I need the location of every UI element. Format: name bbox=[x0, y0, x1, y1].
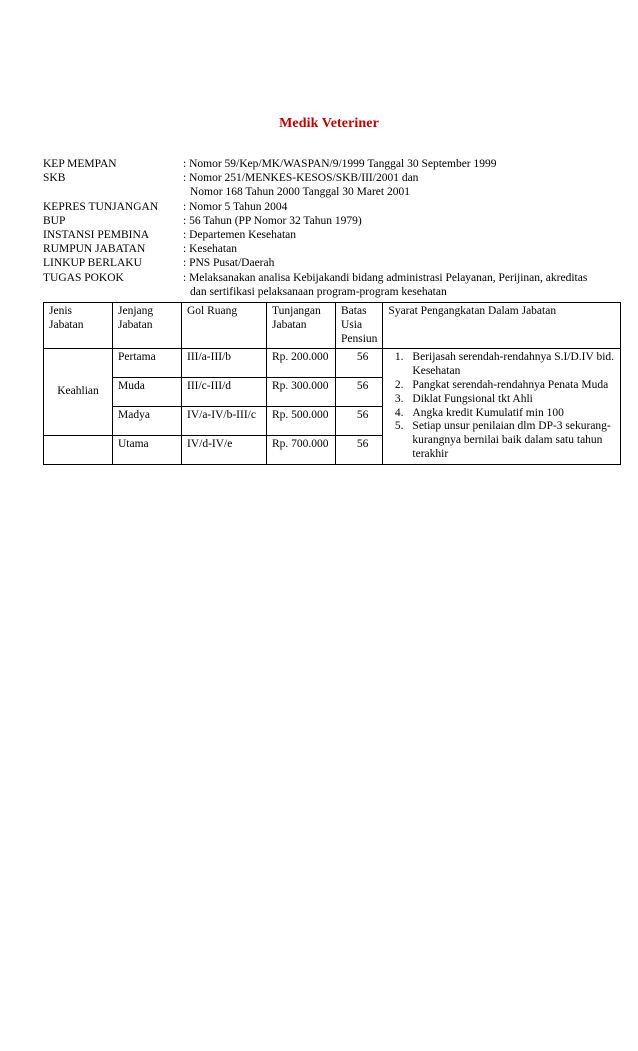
gol-ruang-cell: IV/d-IV/e bbox=[182, 435, 267, 464]
info-key: SKB bbox=[43, 172, 66, 185]
info-value: : Kesehatan bbox=[183, 243, 237, 256]
tunjangan-cell: Rp. 500.000 bbox=[267, 407, 336, 436]
info-row bbox=[43, 200, 630, 214]
info-value: : Nomor 251/MENKES-KESOS/SKB/III/2001 dan bbox=[183, 172, 419, 185]
info-row bbox=[43, 171, 630, 185]
syarat-cell bbox=[383, 349, 621, 464]
jenjang-cell: Madya bbox=[113, 407, 182, 436]
info-row bbox=[43, 214, 630, 228]
info-row bbox=[43, 242, 630, 256]
batas-usia-cell: 56 bbox=[336, 349, 383, 378]
info-value: : PNS Pusat/Daerah bbox=[183, 257, 275, 270]
jabatan-table bbox=[43, 302, 621, 465]
tunjangan-cell: Rp. 300.000 bbox=[267, 378, 336, 407]
gol-ruang-cell: IV/a-IV/b-III/c bbox=[182, 407, 267, 436]
info-block bbox=[43, 157, 630, 299]
jenis-jabatan-cell: Keahlian bbox=[44, 349, 113, 436]
header-gol-ruang: Gol Ruang bbox=[182, 303, 267, 349]
info-value: : Departemen Kesehatan bbox=[183, 229, 297, 242]
jenjang-cell: Utama bbox=[113, 435, 182, 464]
syarat-item: 3. Diklat Fungsional tkt Ahli bbox=[406, 393, 615, 407]
empty-jenis-cell bbox=[44, 435, 113, 464]
info-key: KEP MEMPAN bbox=[43, 158, 117, 170]
info-value: dan sertifikasi pelaksanaan program-program kesehatan bbox=[190, 285, 447, 298]
info-key: TUGAS POKOK bbox=[43, 271, 124, 284]
info-value: : Nomor 59/Kep/MK/WASPAN/9/1999 Tanggal 30 September 1999 bbox=[183, 158, 497, 170]
batas-usia-cell: 56 bbox=[336, 407, 383, 436]
info-value: : Nomor 5 Tahun 2004 bbox=[183, 200, 288, 213]
info-key: KEPRES TUNJANGAN bbox=[43, 200, 159, 213]
header-batas-usia-pensiun: Batas Usia Pensiun bbox=[336, 303, 383, 349]
syarat-item: 4. Angka kredit Kumulatif min 100 bbox=[406, 407, 615, 421]
info-value: : Melaksanakan analisa Kebijakandi bidang administrasi Pelayanan, Perijinan, akreditas bbox=[183, 271, 588, 284]
info-value: : 56 Tahun (PP Nomor 32 Tahun 1979) bbox=[183, 214, 362, 227]
tunjangan-cell: Rp. 200.000 bbox=[267, 349, 336, 378]
info-row bbox=[43, 256, 630, 270]
page-title: Medik Veteriner bbox=[279, 116, 379, 131]
batas-usia-cell: 56 bbox=[336, 378, 383, 407]
info-row bbox=[43, 157, 630, 171]
batas-usia-cell: 56 bbox=[336, 435, 383, 464]
header-jenjang-jabatan: Jenjang Jabatan bbox=[113, 303, 182, 349]
tunjangan-cell: Rp. 700.000 bbox=[267, 435, 336, 464]
info-row bbox=[43, 185, 630, 199]
header-syarat-pengangkatan: Syarat Pengangkatan Dalam Jabatan bbox=[383, 303, 621, 349]
syarat-list bbox=[388, 351, 615, 461]
gol-ruang-cell: III/a-III/b bbox=[182, 349, 267, 378]
jenjang-cell: Muda bbox=[113, 378, 182, 407]
info-key: BUP bbox=[43, 214, 66, 227]
table-header-row bbox=[44, 303, 621, 349]
jenjang-cell: Pertama bbox=[113, 349, 182, 378]
gol-ruang-cell: III/c-III/d bbox=[182, 378, 267, 407]
header-jenis-jabatan: Jenis Jabatan bbox=[44, 303, 113, 349]
syarat-item: 1. Berijasah serendah-rendahnya S.I/D.IV bid. Kesehatan bbox=[406, 351, 615, 379]
info-row bbox=[43, 271, 630, 285]
info-value: Nomor 168 Tahun 2000 Tanggal 30 Maret 2001 bbox=[190, 186, 410, 199]
info-key: RUMPUN JABATAN bbox=[43, 243, 146, 256]
info-key: LINKUP BERLAKU bbox=[43, 257, 142, 270]
info-row bbox=[43, 285, 630, 299]
info-key bbox=[43, 285, 183, 299]
info-key bbox=[43, 185, 183, 199]
info-key: INSTANSI PEMBINA bbox=[43, 229, 150, 242]
header-tunjangan-jabatan: Tunjangan Jabatan bbox=[267, 303, 336, 349]
info-row bbox=[43, 228, 630, 242]
syarat-item: 5. Setiap unsur penilaian dlm DP-3 sekurang-kurangnya bernilai baik dalam satu tahun terakhir bbox=[406, 420, 615, 461]
table-row bbox=[44, 349, 621, 378]
syarat-item: 2. Pangkat serendah-rendahnya Penata Muda bbox=[406, 379, 615, 393]
